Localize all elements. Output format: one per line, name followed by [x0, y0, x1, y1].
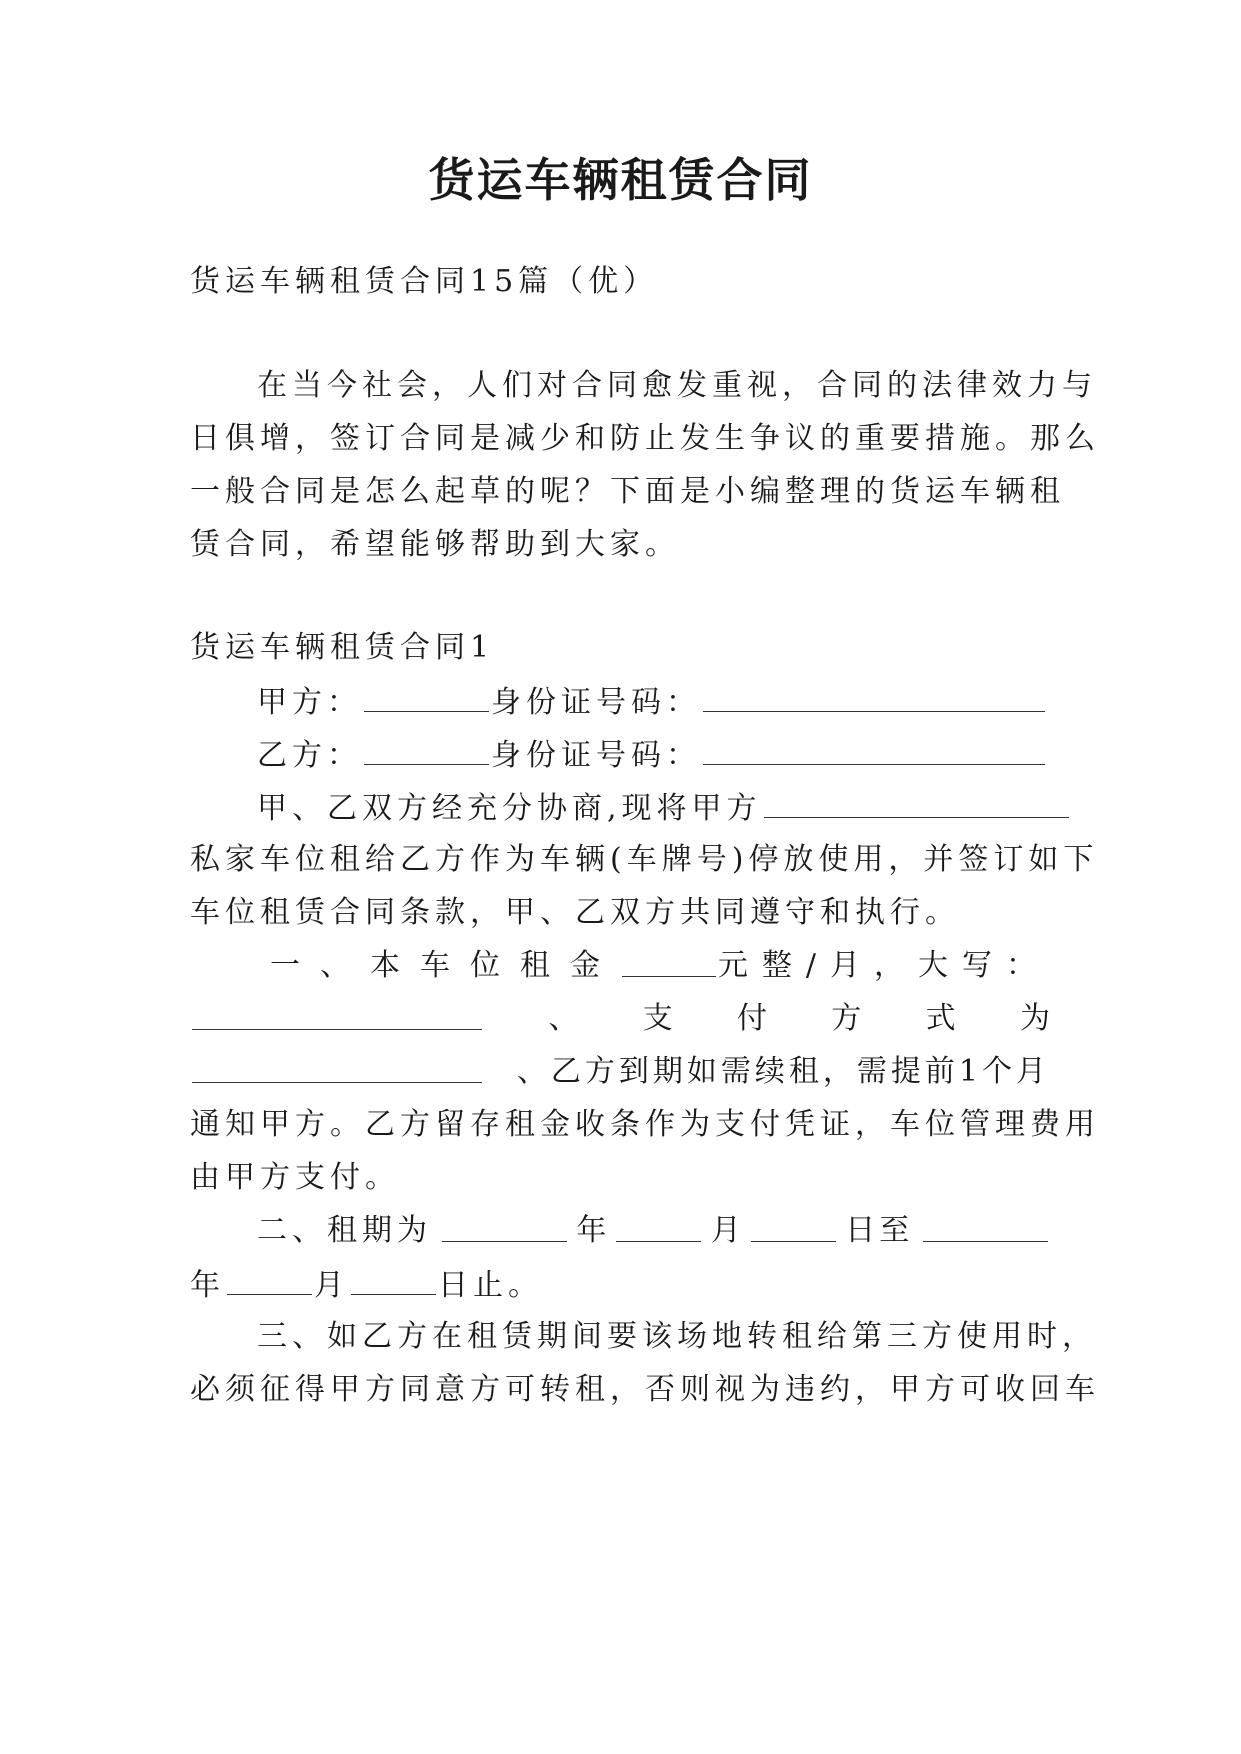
clause-1-text-b: 元整/月，大写：: [717, 948, 1050, 983]
intro-line-4: 赁合同，希望能够帮助到大家。: [190, 527, 680, 562]
clause-2-year-label: 年: [576, 1213, 607, 1248]
clause-2-end-label: 日止。: [438, 1268, 543, 1303]
clause-1-payment-blank: [192, 1052, 482, 1083]
intro-line-2: 日俱增，签订合同是减少和防止发生争议的重要措施。那么: [190, 421, 1100, 456]
clause-2-end-year-blank: [923, 1211, 1048, 1242]
clause-1-word-4: 式: [925, 1001, 956, 1036]
clause-3-line-2: 必须征得甲方同意方可转租，否则视为违约，甲方可收回车: [190, 1372, 1100, 1407]
party-a-name-blank: [364, 681, 489, 712]
clause-2-end-year-label: 年: [190, 1268, 225, 1303]
clause-1-text-a: 一、本车位租金: [270, 948, 620, 983]
clause-2-start-year-blank: [442, 1211, 567, 1242]
agreement-blank: [764, 787, 1069, 818]
clause-2-end-day-blank: [351, 1264, 436, 1295]
clause-1-amount-blank: [192, 999, 482, 1030]
document-title: 货运车辆租赁合同: [428, 153, 813, 207]
clause-2-line-2: [190, 1264, 1050, 1306]
clause-1-line-2: [190, 999, 1050, 1039]
clause-1-word-2: 付: [736, 1001, 767, 1036]
party-a-id-label: 身份证号码：: [491, 685, 701, 720]
clause-2-text: 二、租期为: [257, 1213, 432, 1248]
clause-2-month-label: 月: [710, 1213, 741, 1248]
party-b-name-blank: [364, 734, 489, 765]
clause-1-comma: 、: [548, 1001, 579, 1036]
clause-2-start-month-blank: [616, 1211, 701, 1242]
clause-2-end-month-blank: [227, 1264, 312, 1295]
clause-1-word-5: 为: [1019, 1001, 1050, 1036]
section-heading: 货运车辆租赁合同1: [190, 630, 495, 665]
party-b-label: 乙方：: [257, 738, 362, 773]
party-b-row: [257, 734, 1050, 776]
clause-3-line-1: 三、如乙方在租赁期间要该场地转租给第三方使用时，: [257, 1319, 1097, 1354]
party-a-row: [257, 681, 1050, 723]
clause-1-word-1: 支: [642, 1001, 673, 1036]
clause-1-word-3: 方: [831, 1001, 862, 1036]
party-a-id-blank: [703, 681, 1045, 712]
document-subtitle: 货运车辆租赁合同15篇（优）: [190, 264, 659, 299]
agreement-line-2: 私家车位租给乙方作为车辆(车牌号)停放使用，并签订如下: [190, 842, 1099, 877]
clause-1-line-4: 通知甲方。乙方留存租金收条作为支付凭证，车位管理费用: [190, 1107, 1100, 1142]
party-b-id-label: 身份证号码：: [491, 738, 701, 773]
party-a-label: 甲方：: [257, 685, 362, 720]
clause-1-line-5: 由甲方支付。: [190, 1160, 400, 1195]
agreement-line-3: 车位租赁合同条款，甲、乙双方共同遵守和执行。: [190, 895, 960, 930]
agreement-text: 甲、乙双方经充分协商,现将甲方: [257, 791, 762, 826]
clause-1-renewal-text: 、乙方到期如需续租，需提前1个月: [516, 1054, 1050, 1089]
party-b-id-blank: [703, 734, 1045, 765]
intro-line-3: 一般合同是怎么起草的呢？下面是小编整理的货运车辆租: [190, 474, 1065, 509]
clause-2-start-day-blank: [751, 1211, 836, 1242]
clause-1-rent-blank: [622, 946, 716, 977]
clause-2-day-to-label: 日至: [845, 1213, 914, 1248]
intro-line-1: 在当今社会，人们对合同愈发重视，合同的法律效力与: [257, 368, 1097, 403]
clause-1-row: [270, 946, 1050, 986]
clause-1-line-3: [190, 1052, 1050, 1092]
clause-2-end-month-label: 月: [314, 1268, 349, 1303]
agreement-row: [257, 787, 1050, 829]
clause-2-row: [257, 1211, 1050, 1251]
